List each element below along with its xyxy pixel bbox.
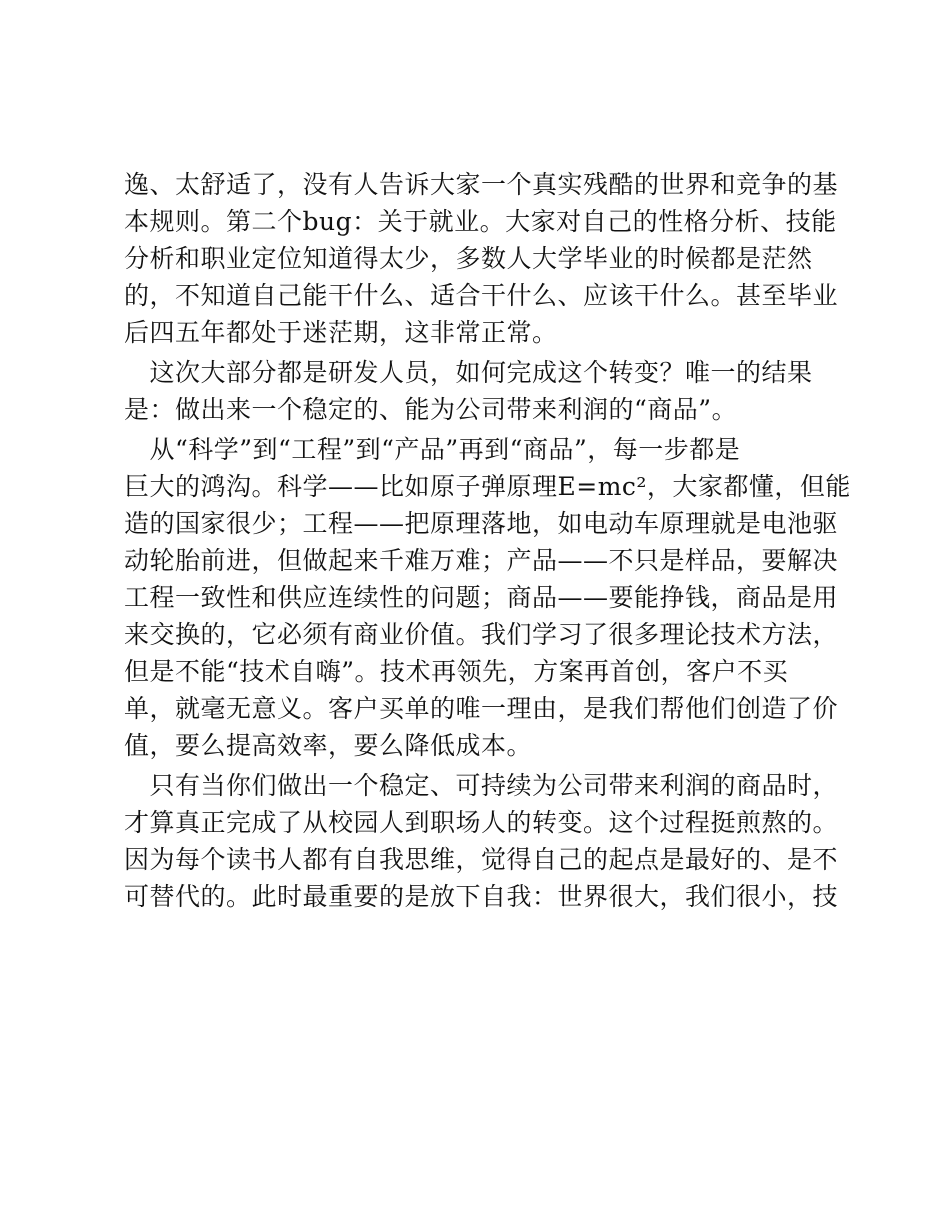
text-line: 来交换的，它必须有商业价值。我们学习了很多理论技术方法， — [124, 620, 839, 649]
text-line: 巨大的鸿沟。科学——比如原子弹原理E=mc²，大家都懂，但能 — [124, 472, 851, 501]
paragraph-2 — [124, 354, 844, 428]
text-line: 本规则。第二个bug：关于就业。大家对自己的性格分析、技能 — [124, 207, 837, 236]
paragraph-1 — [124, 166, 844, 351]
text-line: 分析和职业定位知道得太少，多数人大学毕业的时候都是茫然 — [124, 244, 813, 273]
text-line: 是：做出来一个稳定的、能为公司带来利润的“商品”。 — [124, 395, 738, 424]
text-line: 才算真正完成了从校园人到职场人的转变。这个过程挺煎熬的。 — [124, 808, 839, 837]
text-line: 这次大部分都是研发人员，如何完成这个转变？唯一的结果 — [124, 358, 813, 387]
text-line: 因为每个读书人都有自我思维，觉得自己的起点是最好的、是不 — [124, 845, 839, 874]
text-line: 只有当你们做出一个稳定、可持续为公司带来利润的商品时， — [124, 771, 839, 800]
text-line: 值，要么提高效率，要么降低成本。 — [124, 731, 533, 760]
text-line: 逸、太舒适了，没有人告诉大家一个真实残酷的世界和竞争的基 — [124, 170, 839, 199]
text-line: 的，不知道自己能干什么、适合干什么、应该干什么。甚至毕业 — [124, 281, 839, 310]
text-line: 从“科学”到“工程”到“产品”再到“商品”，每一步都是 — [124, 435, 741, 464]
body-text — [124, 166, 851, 915]
text-line: 动轮胎前进，但做起来千难万难；产品——不只是样品，要解决 — [124, 546, 839, 575]
text-line: 后四五年都处于迷茫期，这非常正常。 — [124, 318, 558, 347]
text-line: 单，就毫无意义。客户买单的唯一理由，是我们帮他们创造了价 — [124, 694, 839, 723]
text-line: 造的国家很少；工程——把原理落地，如电动车原理就是电池驱 — [124, 509, 839, 538]
paragraph-4 — [124, 767, 844, 915]
text-line: 可替代的。此时最重要的是放下自我：世界很大，我们很小，技 — [124, 882, 839, 911]
text-line: 工程一致性和供应连续性的问题；商品——要能挣钱，商品是用 — [124, 583, 839, 612]
paragraph-3 — [124, 431, 851, 764]
text-line: 但是不能“技术自嗨”。技术再领先，方案再首创，客户不买 — [124, 657, 789, 686]
